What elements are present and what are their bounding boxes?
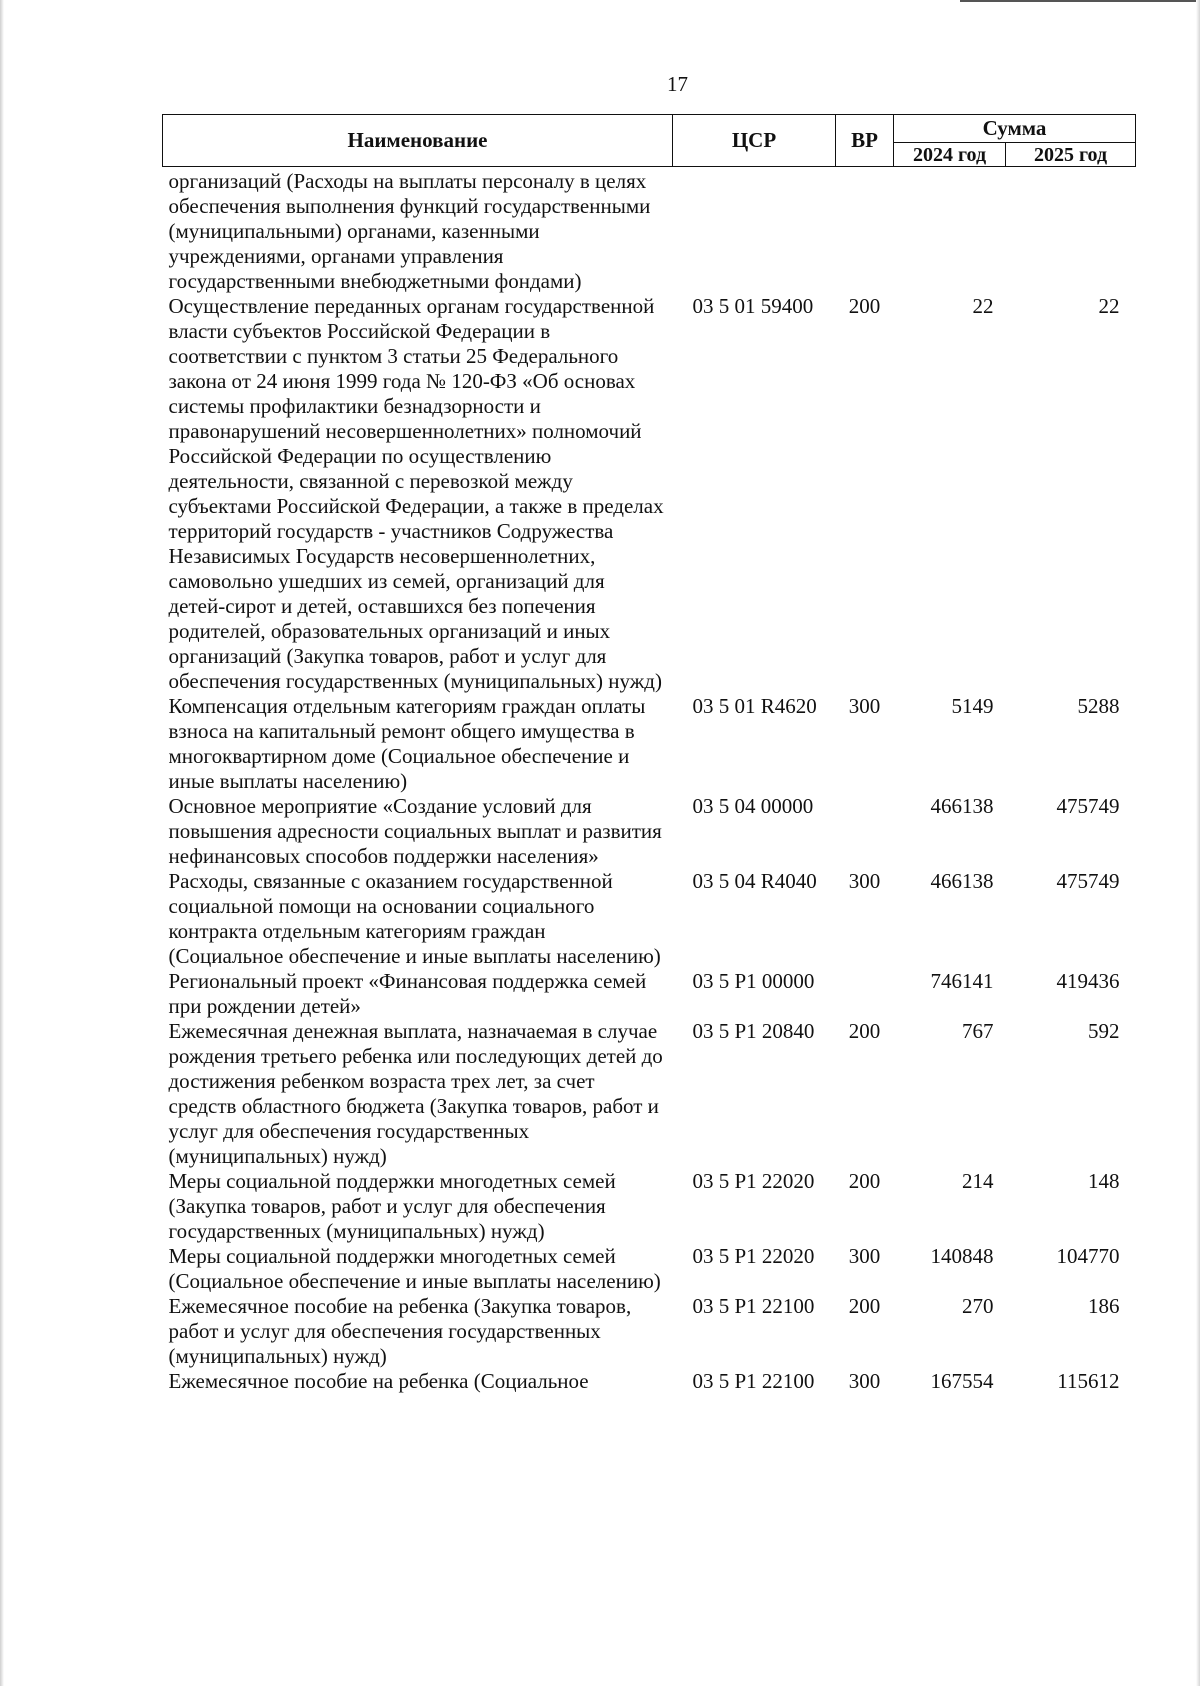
row-csr: 03 5 P1 00000 (692, 969, 815, 993)
row-sum-2025: 475749 (1056, 794, 1120, 818)
scan-top-rule (960, 0, 1200, 2)
row-name: Расходы, связанные с оказанием государственной социальной помощи на основании социального контракта отдельным категориям граждан (Социальное обеспечение и иные выплаты населению) (168, 869, 661, 968)
budget-table (162, 114, 1136, 1394)
row-name: Ежемесячное пособие на ребенка (Закупка товаров, работ и услуг для обеспечения государственных (муниципальных) нужд) (168, 1294, 632, 1368)
table-row (163, 869, 1136, 969)
table-row (163, 694, 1136, 794)
row-name: Меры социальной поддержки многодетных семей (Социальное обеспечение и иные выплаты населению) (168, 1244, 661, 1293)
header-sum: Сумма (894, 115, 1136, 143)
row-name: Ежемесячное пособие на ребенка (Социальное (168, 1369, 589, 1393)
row-vr: 200 (848, 294, 881, 318)
row-vr: 200 (848, 1294, 881, 1318)
row-sum-2024: 140848 (930, 1244, 994, 1268)
row-csr (673, 167, 836, 295)
row-sum-2025: 186 (1088, 1294, 1120, 1318)
row-csr: 03 5 01 59400 (692, 294, 814, 318)
table-row (163, 1244, 1136, 1294)
row-sum-2025: 104770 (1056, 1244, 1120, 1268)
row-csr: 03 5 P1 22020 (692, 1244, 815, 1268)
table-row (163, 1369, 1136, 1394)
row-sum-2024: 767 (962, 1019, 994, 1043)
row-name: Меры социальной поддержки многодетных семей (Закупка товаров, работ и услуг для обеспечения государственных (муниципальных) нужд) (168, 1169, 616, 1243)
row-sum-2025: 419436 (1056, 969, 1120, 993)
row-sum-2024: 214 (962, 1169, 994, 1193)
row-vr: 300 (848, 694, 881, 718)
row-csr: 03 5 P1 22100 (692, 1369, 815, 1393)
row-vr (836, 167, 894, 295)
header-name: Наименование (163, 115, 673, 167)
row-name: Ежемесячная денежная выплата, назначаемая в случае рождения третьего ребенка или последующих детей до достижения ребенком возраста трех лет, за счет средств областного бюджета (Закупка товаров, работ и услуг для обеспечения государственных (муниципальных) нужд) (168, 1019, 663, 1168)
scan-left-edge (0, 0, 4, 1686)
table-body (163, 167, 1136, 1395)
header-year-2025: 2025 год (1006, 143, 1136, 167)
row-name: Компенсация отдельным категориям граждан оплаты взноса на капитальный ремонт общего имущества в многоквартирном доме (Социальное обеспечение и иные выплаты населению) (168, 694, 646, 793)
row-sum-2024 (894, 167, 1006, 295)
row-sum-2024: 270 (962, 1294, 994, 1318)
row-vr: 300 (848, 1244, 881, 1268)
row-sum-2025: 475749 (1056, 869, 1120, 893)
row-csr: 03 5 01 R4620 (692, 694, 817, 718)
row-sum-2024: 5149 (951, 694, 994, 718)
row-sum-2025: 22 (1098, 294, 1120, 318)
page-number: 17 (667, 72, 688, 96)
row-csr: 03 5 P1 22020 (692, 1169, 815, 1193)
header-csr: ЦСР (673, 115, 836, 167)
row-vr: 200 (848, 1169, 881, 1193)
table-row (163, 1294, 1136, 1369)
row-name: организаций (Расходы на выплаты персоналу в целях обеспечения выполнения функций государственными (муниципальными) органами, казенными учреждениями, органами управления государственными внебюджетными фондами) (168, 169, 651, 293)
row-sum-2025: 592 (1088, 1019, 1120, 1043)
row-csr: 03 5 04 00000 (692, 794, 814, 818)
header-year-2024: 2024 год (894, 143, 1006, 167)
row-sum-2024: 22 (972, 294, 994, 318)
table-row (163, 294, 1136, 694)
row-sum-2024: 466138 (930, 869, 994, 893)
row-name: Осуществление переданных органам государственной власти субъектов Российской Федерации в соответствии с пунктом 3 статьи 25 Федерального закона от 24 июня 1999 года № 120-ФЗ «Об основах системы профилактики безнадзорности и правонарушений несовершеннолетних» полномочий Российской Федерации по осуществлению деятельности, связанной с перевозкой между субъектами Российской Федерации, а также в пределах территорий государств - участников Содружества Независимых Государств несовершеннолетних, самовольно ушедших из семей, организаций для детей-сирот и детей, оставшихся без попечения родителей, образовательных организаций и иных организаций (Закупка товаров, работ и услуг для обеспечения государственных (муниципальных) нужд) (168, 294, 664, 693)
scan-right-edge (1196, 0, 1200, 1686)
row-vr: 200 (848, 1019, 881, 1043)
row-csr: 03 5 P1 22100 (692, 1294, 815, 1318)
table-row (163, 794, 1136, 869)
row-vr (836, 969, 894, 1019)
row-sum-2025: 148 (1088, 1169, 1120, 1193)
row-sum-2025: 5288 (1077, 694, 1120, 718)
table-row (163, 1169, 1136, 1244)
row-sum-2024: 746141 (930, 969, 994, 993)
row-name: Региональный проект «Финансовая поддержка семей при рождении детей» (168, 969, 647, 1018)
row-sum-2024: 466138 (930, 794, 994, 818)
table-row (163, 969, 1136, 1019)
row-name: Основное мероприятие «Создание условий для повышения адресности социальных выплат и развития нефинансовых способов поддержки населения» (168, 794, 662, 868)
row-sum-2025: 115612 (1057, 1369, 1120, 1393)
row-sum-2024: 167554 (930, 1369, 994, 1393)
row-csr: 03 5 P1 20840 (692, 1019, 815, 1043)
row-sum-2025 (1006, 167, 1136, 295)
row-vr: 300 (848, 1369, 881, 1393)
table-row (163, 1019, 1136, 1169)
row-csr: 03 5 04 R4040 (692, 869, 817, 893)
row-vr (836, 794, 894, 869)
row-vr: 300 (848, 869, 881, 893)
table-row (163, 167, 1136, 295)
header-vr: ВР (836, 115, 894, 167)
table-header (163, 115, 1136, 167)
